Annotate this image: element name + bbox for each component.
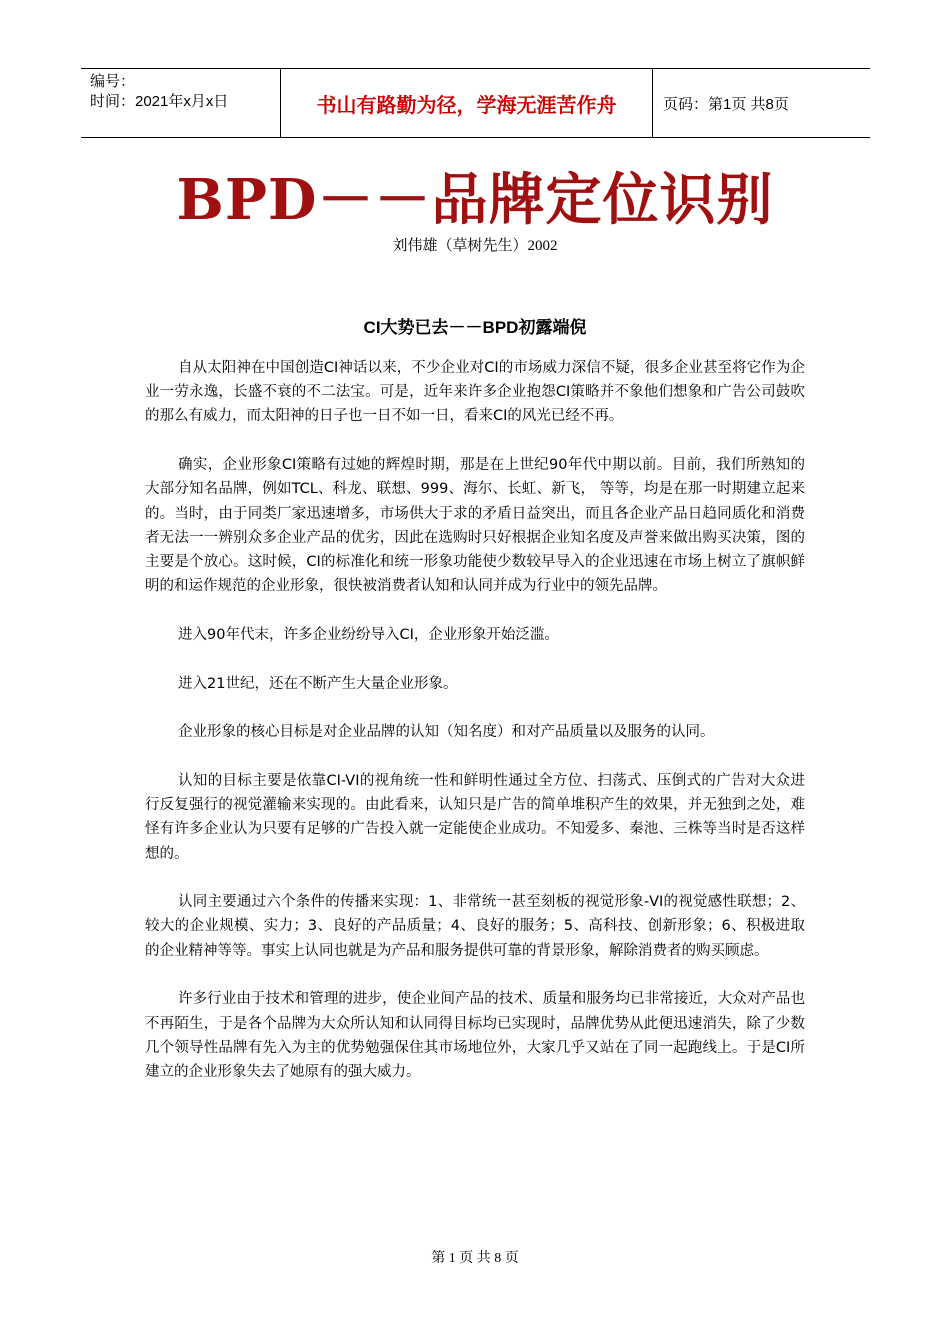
document-body xyxy=(145,356,805,1109)
doc-number-label: 编号： xyxy=(90,73,136,90)
document-title: BPD－－品牌定位识别 xyxy=(176,167,774,233)
header-motto: 书山有路勤为径，学海无涯苦作舟 xyxy=(281,69,653,137)
page-header xyxy=(81,68,870,138)
section-title: CI大势已去－－BPD初露端倪 xyxy=(363,318,587,337)
paragraph: 认同主要通过六个条件的传播来实现：1、非常统一甚至刻板的视觉形象-VI的视觉感性联想；2、较大的企业规模、实力；3、良好的产品质量；4、良好的服务；5、高科技、创新形象；6、积极进取的企业精神等等。事实上认同也就是为产品和服务提供可靠的背景形象，解除消费者的购买顾虑。 xyxy=(145,894,805,959)
header-page-info: 页码：第1页 共8页 xyxy=(663,95,789,113)
page-footer: 第 1 页 共 8 页 xyxy=(431,1251,519,1266)
paragraph: 确实，企业形象CI策略有过她的辉煌时期，那是在上世纪90年代中期以前。目前，我们所熟知的大部分知名品牌，例如TCL、科龙、联想、999、海尔、长虹、新飞， 等等，均是在那一时期建立起来的。当时，由于同类厂家迅速增多，市场供大于求的矛盾日益突出，而且各企业产品日趋同质化和消费者无法一一辨别众多企业产品的优劣，因此在选购时只好根据企业知名度及声誉来做出购买决策，图的主要是个放心。这时候，CI的标准化和统一形象功能使少数较早导入的企业迅速在市场上树立了旗帜鲜明的和运作规范的企业形象，很快被消费者认知和认同并成为行业中的领先品牌。 xyxy=(145,457,805,595)
paragraph: 许多行业由于技术和管理的进步，使企业间产品的技术、质量和服务均已非常接近，大众对产品也不再陌生，于是各个品牌为大众所认知和认同得目标均已实现时，品牌优势从此便迅速消失，除了少数几个领导性品牌有先入为主的优势勉强保住其市场地位外，大家几乎又站在了同一起跑线上。于是CI所建立的企业形象失去了她原有的强大威力。 xyxy=(145,991,805,1080)
doc-date: 时间：2021年x月x日 xyxy=(90,93,229,110)
paragraph: 进入90年代末，许多企业纷纷导入CI，企业形象开始泛滥。 xyxy=(178,626,559,643)
paragraph: 进入21世纪，还在不断产生大量企业形象。 xyxy=(178,675,458,692)
document-author: 刘伟雄（草树先生）2002 xyxy=(392,238,558,254)
paragraph: 企业形象的核心目标是对企业品牌的认知（知名度）和对产品质量以及服务的认同。 xyxy=(178,724,715,741)
paragraph: 自从太阳神在中国创造CI神话以来，不少企业对CI的市场威力深信不疑，很多企业甚至将它作为企业一劳永逸，长盛不衰的不二法宝。可是，近年来许多企业抱怨CI策略并不象他们想象和广告公司鼓吹的那么有威力，而太阳神的日子也一日不如一日，看来CI的风光已经不再。 xyxy=(145,360,805,425)
header-meta xyxy=(81,69,281,137)
paragraph: 认知的目标主要是依靠CI-VI的视角统一性和鲜明性通过全方位、扫荡式、压倒式的广告对大众进行反复强行的视觉灌输来实现的。由此看来，认知只是广告的简单堆积产生的效果，并无独到之处，难怪有许多企业认为只要有足够的广告投入就一定能使企业成功。不知爱多、秦池、三株等当时是否这样想的。 xyxy=(145,772,805,862)
